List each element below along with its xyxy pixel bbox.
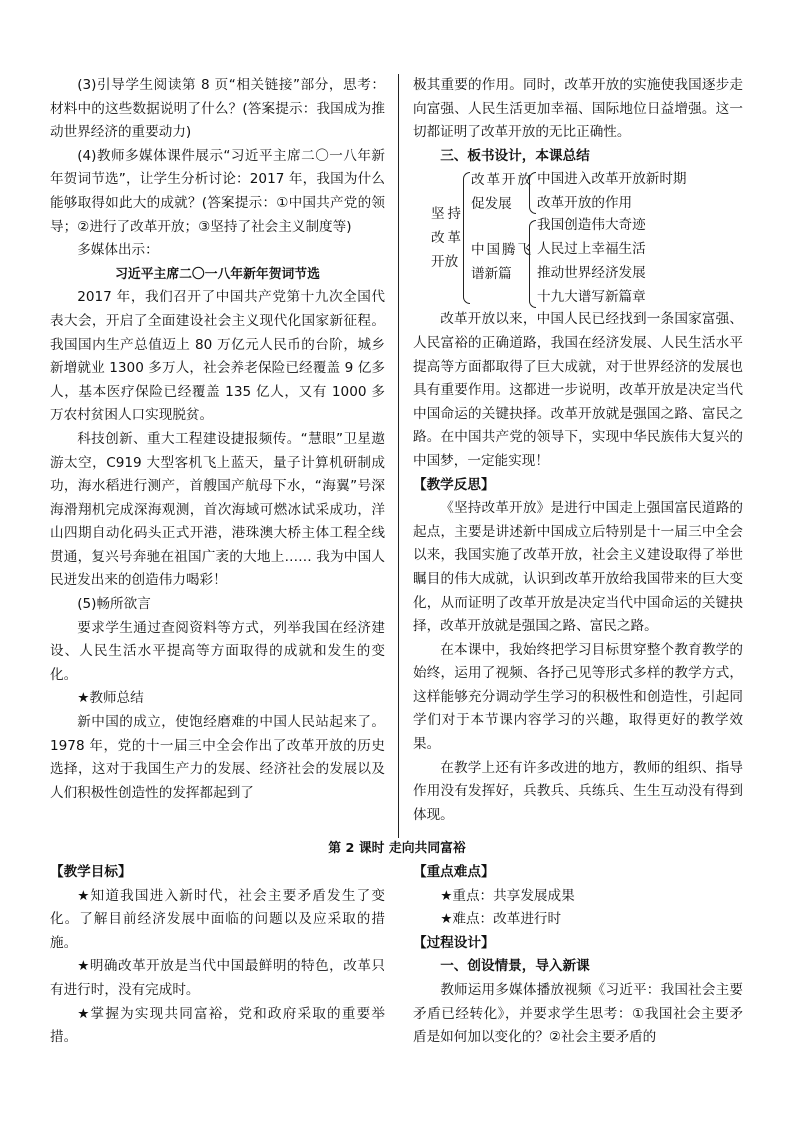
paragraph: 改革开放以来，中国人民已经找到一条国家富强、人民富裕的正确道路，我国在经济发展、人民生活水平提高等方面都取得了巨大成就，对于世界经济的发展也具有重要作用。这都进一步说明，改革开放是决定当代中国命运的关键抉择。改革开放就是强国之路、富民之路。在中国共产党的领导下，实现中华民族伟大复兴的中国梦，一定能实现！ [413, 311, 743, 469]
paragraph: ★明确改革开放是当代中国最鲜明的特色，改革只有进行时，没有完成时。 [50, 958, 385, 998]
top-left-column [50, 74, 385, 805]
paragraph: 要求学生通过查阅资料等方式，列举我国在经济建设、人民生活水平提高等方面取得的成就和发生的变化。 [50, 619, 385, 683]
board-item: 推动世界经济发展 [537, 265, 646, 282]
section-heading: 三、板书设计，本课总结 [440, 147, 590, 164]
paragraph: 多媒体出示： [77, 242, 159, 259]
board-branch-2: 中国腾飞谱新篇 [471, 242, 531, 283]
excerpt-title: 习近平主席二〇一八年新年贺词节选 [115, 266, 320, 282]
paragraph: ★难点：改革进行时 [440, 911, 562, 928]
bottom-right-column [413, 861, 743, 1050]
paragraph: 在本课中，我始终把学习目标贯穿整个教育教学的始终，运用了视频、各抒己见等形式多样的教学方式，这样能够充分调动学生学习的积极性和创造性，引起同学们对于本节课内容学习的兴趣，取得更好的教学效果。 [413, 641, 743, 753]
board-item: 中国进入改革开放新时期 [537, 171, 687, 188]
board-branch-1: 改革开放促发展 [471, 172, 531, 213]
column-divider [398, 74, 399, 838]
paragraph: 《坚持改革开放》是进行中国走上强国富民道路的起点，主要是讲述新中国成立后特别是十一届三中全会以来，我国实施了改革开放，社会主义建设取得了举世瞩目的伟大成就，认识到改革开放给我国带来的巨大变化，从而证明了改革开放是决定当代中国命运的关键抉择，改革开放就是强国之路、富民之路。 [413, 500, 743, 635]
brace-icon [463, 172, 470, 304]
section-heading: 一、创设情景，导入新课 [440, 958, 590, 975]
paragraph: 极其重要的作用。同时，改革开放的实施使我国逐步走向富强、人民生活更加幸福、国际地位日益增强。这一切都证明了改革开放的无比正确性。 [413, 77, 743, 141]
section-heading: 【过程设计】 [413, 934, 495, 951]
brace-icon [529, 220, 536, 308]
board-root: 坚持改革开放 [431, 206, 461, 271]
brace-icon [529, 172, 536, 214]
lesson-title: 第 2 课时 走向共同富裕 [328, 841, 466, 856]
section-heading: 【重点难点】 [413, 864, 495, 880]
paragraph: ★重点：共享发展成果 [440, 887, 575, 904]
paragraph: 在教学上还有许多改进的地方，教师的组织、指导作用没有发挥好，兵教兵、兵练兵、生生互动没有得到体现。 [413, 759, 743, 823]
paragraph: 教师运用多媒体播放视频《习近平：我国社会主要矛盾已经转化》，并要求学生思考：①我国社会主要矛盾是如何加以变化的？②社会主要矛盾的 [413, 981, 743, 1046]
board-item: 十九大谱写新篇章 [537, 289, 646, 306]
paragraph: (4)教师多媒体课件展示“习近平主席二〇一八年新年贺词节选”，让学生分析讨论：2017 年，我国为什么能够取得如此大的成就？(答案提示：①中国共产党的领导；②进行了改革开放；③坚持了社会主义制度等) [50, 147, 385, 235]
board-diagram [413, 168, 743, 308]
section-heading: 【教学目标】 [50, 864, 132, 880]
paragraph: 科技创新、重大工程建设捷报频传。“慧眼”卫星遨游太空，C919 大型客机飞上蓝天，量子计算机研制成功，海水稻进行测产，首艘国产航母下水，“海翼”号深海滑翔机完成深海观测，首次海域可燃冰试采成功，洋山四期自动化码头正式开港，港珠澳大桥主体工程全线贯通，复兴号奔驰在祖国广袤的大地上…… 我为中国人民迸发出来的创造伟力喝彩！ [50, 430, 385, 589]
paragraph: ★掌握为实现共同富裕，党和政府采取的重要举措。 [50, 1005, 385, 1046]
section-heading: 【教学反思】 [413, 476, 495, 493]
board-item: 我国创造伟大奇迹 [537, 217, 646, 234]
paragraph: (5)畅所欲言 [77, 596, 151, 613]
paragraph: ★教师总结 [77, 690, 144, 707]
board-item: 人民过上幸福生活 [537, 241, 646, 258]
board-item: 改革开放的作用 [537, 195, 633, 212]
paragraph: 2017 年，我们召开了中国共产党第十九次全国代表大会，开启了全面建设社会主义现代化国家新征程。我国国内生产总值迈上 80 万亿元人民币的台阶，城乡新增就业 1300 多万人，社会养老保险已经覆盖 9 亿多人，基本医疗保险已经覆盖 135 亿人，又有 1000 多万农村贫困人口实现脱贫。 [50, 289, 385, 424]
paragraph: (3)引导学生阅读第 8 页“相关链接”部分，思考：材料中的这些数据说明了什么？(答案提示：我国成为推动世界经济的重要动力) [50, 77, 385, 141]
paragraph: ★知道我国进入新时代，社会主要矛盾发生了变化。了解目前经济发展中面临的问题以及应采取的措施。 [50, 887, 385, 951]
bottom-left-column [50, 861, 385, 1050]
paragraph: 新中国的成立，使饱经磨难的中国人民站起来了。1978 年，党的十一届三中全会作出了改革开放的历史选择，这对于我国生产力的发展、经济社会的发展以及人们积极性创造性的发挥都起到了 [50, 714, 385, 801]
top-right-column [413, 74, 743, 827]
